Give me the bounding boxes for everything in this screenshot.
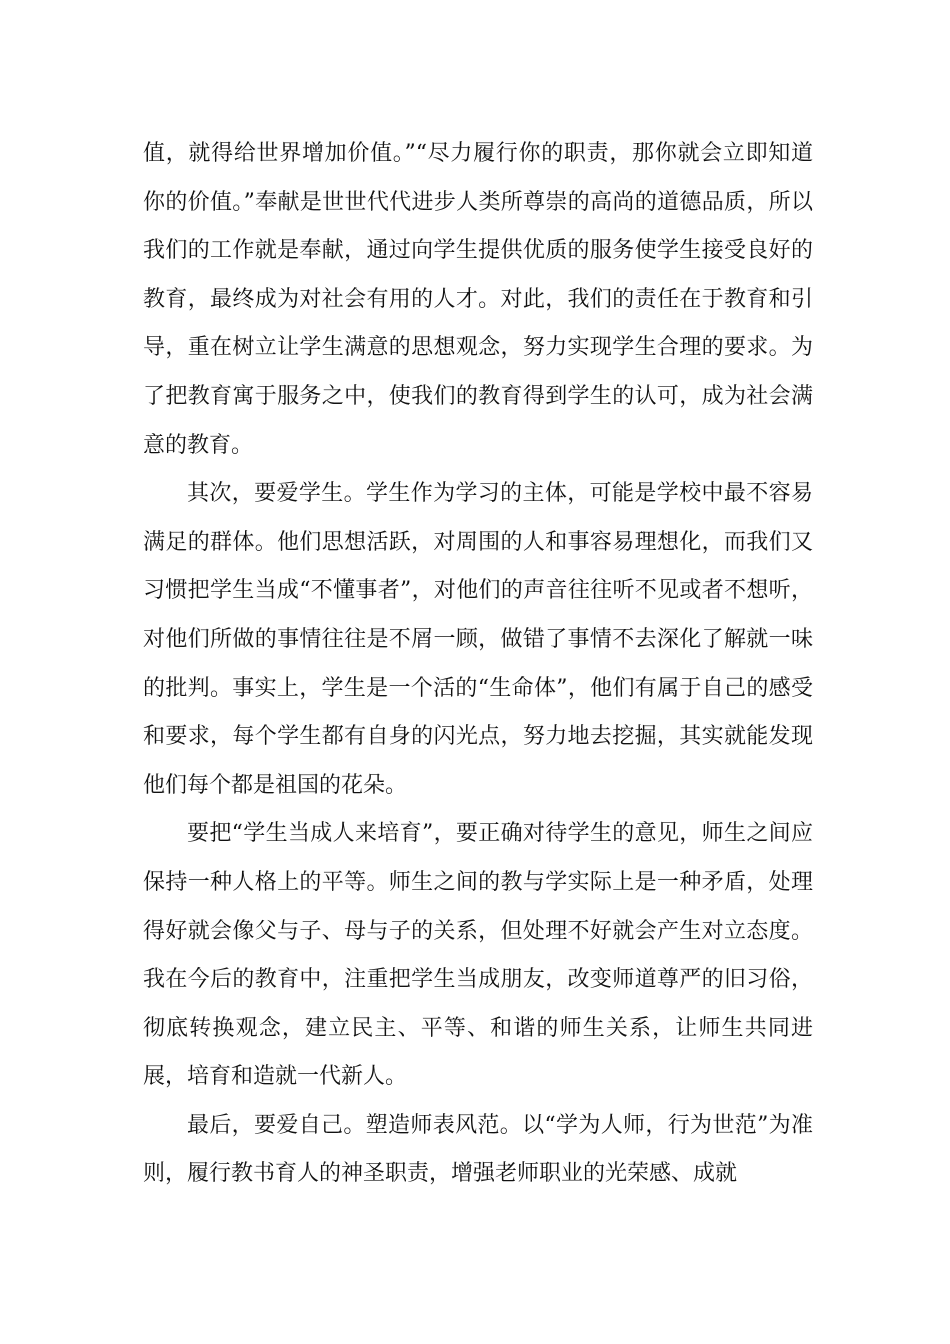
- paragraph-2: 其次，要爱学生。学生作为学习的主体，可能是学校中最不容易满足的群体。他们思想活跃，对周围的人和事容易理想化，而我们又习惯把学生当成“不懂事者”，对他们的声音往往听不见或者不想听，对他们所做的事情往往是不屑一顾，做错了事情不去深化了解就一味的批判。事实上，学生是一个活的“生命体”，他们有属于自己的感受和要求，每个学生都有自身的闪光点，努力地去挖掘，其实就能发现他们每个都是祖国的花朵。: [143, 481, 813, 798]
- paragraph-4: 最后，要爱自己。塑造师表风范。以“学为人师，行为世范”为准则，履行教书育人的神圣职责，增强老师职业的光荣感、成就: [143, 1112, 813, 1187]
- paragraph-3: 要把“学生当成人来培育”，要正确对待学生的意见，师生之间应保持一种人格上的平等。师生之间的教与学实际上是一种矛盾，处理得好就会像父与子、母与子的关系，但处理不好就会产生对立态度。我在今后的教育中，注重把学生当成朋友，改变师道尊严的旧习俗，彻底转换观念，建立民主、平等、和谐的师生关系，让师生共同进展，培育和造就一代新人。: [143, 821, 813, 1090]
- body-text: [143, 130, 813, 1199]
- paragraph-1: 值，就得给世界增加价值。”“尽力履行你的职责，那你就会立即知道你的价值。”奉献是世世代代进步人类所尊崇的高尚的道德品质，所以我们的工作就是奉献，通过向学生提供优质的服务使学生接受良好的教育，最终成为对社会有用的人才。对此，我们的责任在于教育和引导，重在树立让学生满意的思想观念，努力实现学生合理的要求。为了把教育寓于服务之中，使我们的教育得到学生的认可，成为社会满意的教育。: [143, 141, 813, 458]
